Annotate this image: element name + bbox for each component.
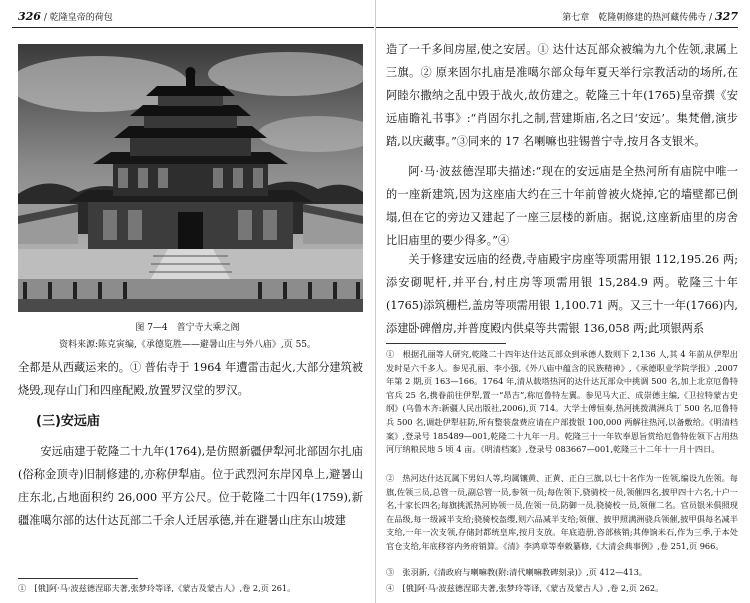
figure-source: 资料来源:陈克寅编,《承德览胜——避暑山庄与外八庙》,页 55。 [58, 340, 317, 350]
right-page-number: 327 [715, 10, 738, 23]
left-page-header [18, 10, 113, 23]
right-footnote-rule [386, 343, 506, 344]
header-separator: / [709, 13, 713, 23]
left-paragraph-2: 安远庙建于乾隆二十九年(1764),是仿照新疆伊犁河北部固尔扎庙(俗称金顶寺)旧制修建的,亦称伊犁庙。位于武烈河东岸冈阜上,避暑山庄东北,占地面积约 26,000 平方公尺。位于乾隆二十四年(1759),新疆准噶尔部的达什达瓦部二千余人迁居承德,并在避暑山庄东山坡建 [18, 445, 363, 527]
right-footnote-1: ① 根据孔丽等人研究,乾隆二十四年达什达瓦部众到承德人数则下 2,136 人,其 4 年前从伊犁出发时是六千多人。参见孔丽、李小强,《外八庙中蕴含的民族精神》,《承德职业学院学报》,2007 年第 2 期,页 163—166。1764 年,清从载塔热河的达什达瓦部众中挑调 500 名,加上北京厄鲁特官兵 25 名,携眷前往伊犁,置一“昂吉”,称厄鲁特左翼。参见马大正、成崇德主编,《卫拉特蒙古史纲》(乌鲁木齐:新疆人民出版社,2006),页 714。大学士傅恒奏,热河挑拨满洲兵丁 500 名,厄鲁特兵 500 名,调赴伊犁驻防,所有整装盘费应请在户部拨银 100,000 两解往热河,以备敷给。《明清档案》,登录号 185489—001,乾隆二十九年一月。乾隆三十一年钦奉恩旨赏给厄鲁特佐领下占用热河厅纳粮民地 5 顷 4 亩。《明清档案》,登录号 083667—001,乾隆三十二年十一月十四日。 [386, 349, 738, 455]
left-footnote-rule [18, 578, 138, 579]
right-footnote-3: ③ 张羽新,《清政府与喇嘛教(附:清代喇嘛教碑刻录)》,页 412—413。 [386, 567, 648, 577]
header-separator: / [43, 13, 47, 23]
right-page-header [562, 10, 738, 23]
right-paragraph-1: 造了一千多间房屋,使之安居。① 达什达瓦部众被编为九个佐领,隶属上三旗。② 原来固尔扎庙是准噶尔部众每年夏天举行宗教活动的场所,在阿睦尔撒纳之乱中毁于战火,故仿建之。乾隆三十年(1765)皇帝撰《安远庙瞻礼书事》:“肖固尔扎之制,营建斯庙,名之曰‘安远’。集梵僧,演步踏,以庆藏事。”③同来的 17 名喇嘛也驻锡普宁寺,按月各支银米。 [386, 43, 738, 148]
temple-photo-illustration [18, 44, 363, 312]
right-footnote-2: ② 热河达什达瓦属下男妇人等,均属镶黄、正黄、正白三旗,以七十名作为一佐领,编设九佐领。每旗,佐领三员,总管一员,副总管一员,参领一员;每佐领下,骁骑校一员,领催四名,披甲四十六名,十户一名,十家长四名;每旗挑派热河协领一员,佐领一员,防御一员,骁骑校一员,领催二名。官员银米俱照现在品级,每一级减半支给;骁骑校盔缨,则六品减半支给;领催、披甲照满洲骁兵领催,披甲俱每名减半支给,一年一次支领,存储封都统皇库,按月支放。年底造册,咨部核销;其俸饷米石,作为三季,于本处官仓支给,年底移容内务府销算。《清》李鸿章等奉敕纂修,《大清会典事例》,卷 251,页 966。 [386, 473, 738, 551]
left-footnote-1: ① [俄]阿·马·波兹德涅耶夫著,张梦玲等译,《蒙古及蒙古人》,卷 2,页 261。 [18, 583, 296, 593]
right-paragraph-2: 阿·马·波兹德涅耶夫描述:“现在的安远庙是全热河所有庙院中唯一的一座新建筑,因为这座庙大约在三十年前曾被火烧掉,它的墙壁都已倒塌,但在它的旁边又建起了一座三层楼的新庙。据说,这座新庙里的房舍比旧庙里的要少得多。”④ [386, 165, 738, 247]
section-title: (三)安远庙 [36, 414, 100, 429]
right-paragraph-3: 关于修建安远庙的经费,寺庙殿宇房座等项需用银 112,195.26 两;添安砌呢杆,并平台,村庄房等项需用银 15,284.9 两。乾隆三十年(1765)添筑栅栏,盖房等项需用银 1,100.71 两。又三十一年(1766)内,添建卧碑僧房,并普度殿内供桌等共需银 136,058 两;此项银两系 [386, 253, 738, 335]
chapter-title: 第七章 乾隆朝修建的热河藏传佛寺 [562, 13, 707, 23]
left-header-rule [12, 27, 374, 28]
right-header-rule [376, 27, 738, 28]
left-paragraph-1: 全都是从西藏运来的。① 普佑寺于 1964 年遭雷击起火,大部分建筑被烧毁,现存山门和四座配殿,放置罗汉堂的罗汉。 [18, 361, 363, 397]
temple-photo [18, 44, 363, 312]
left-page-number: 326 [18, 10, 41, 23]
right-footnote-4: ④ [俄]阿·马·波兹德涅耶夫著,张梦玲等译,《蒙古及蒙古人》,卷 2,页 262。 [386, 583, 664, 593]
figure-caption: 图 7—4 普宁寺大乘之阁 [135, 323, 240, 333]
book-title: 乾隆皇帝的荷包 [49, 13, 113, 23]
right-page [376, 0, 750, 603]
